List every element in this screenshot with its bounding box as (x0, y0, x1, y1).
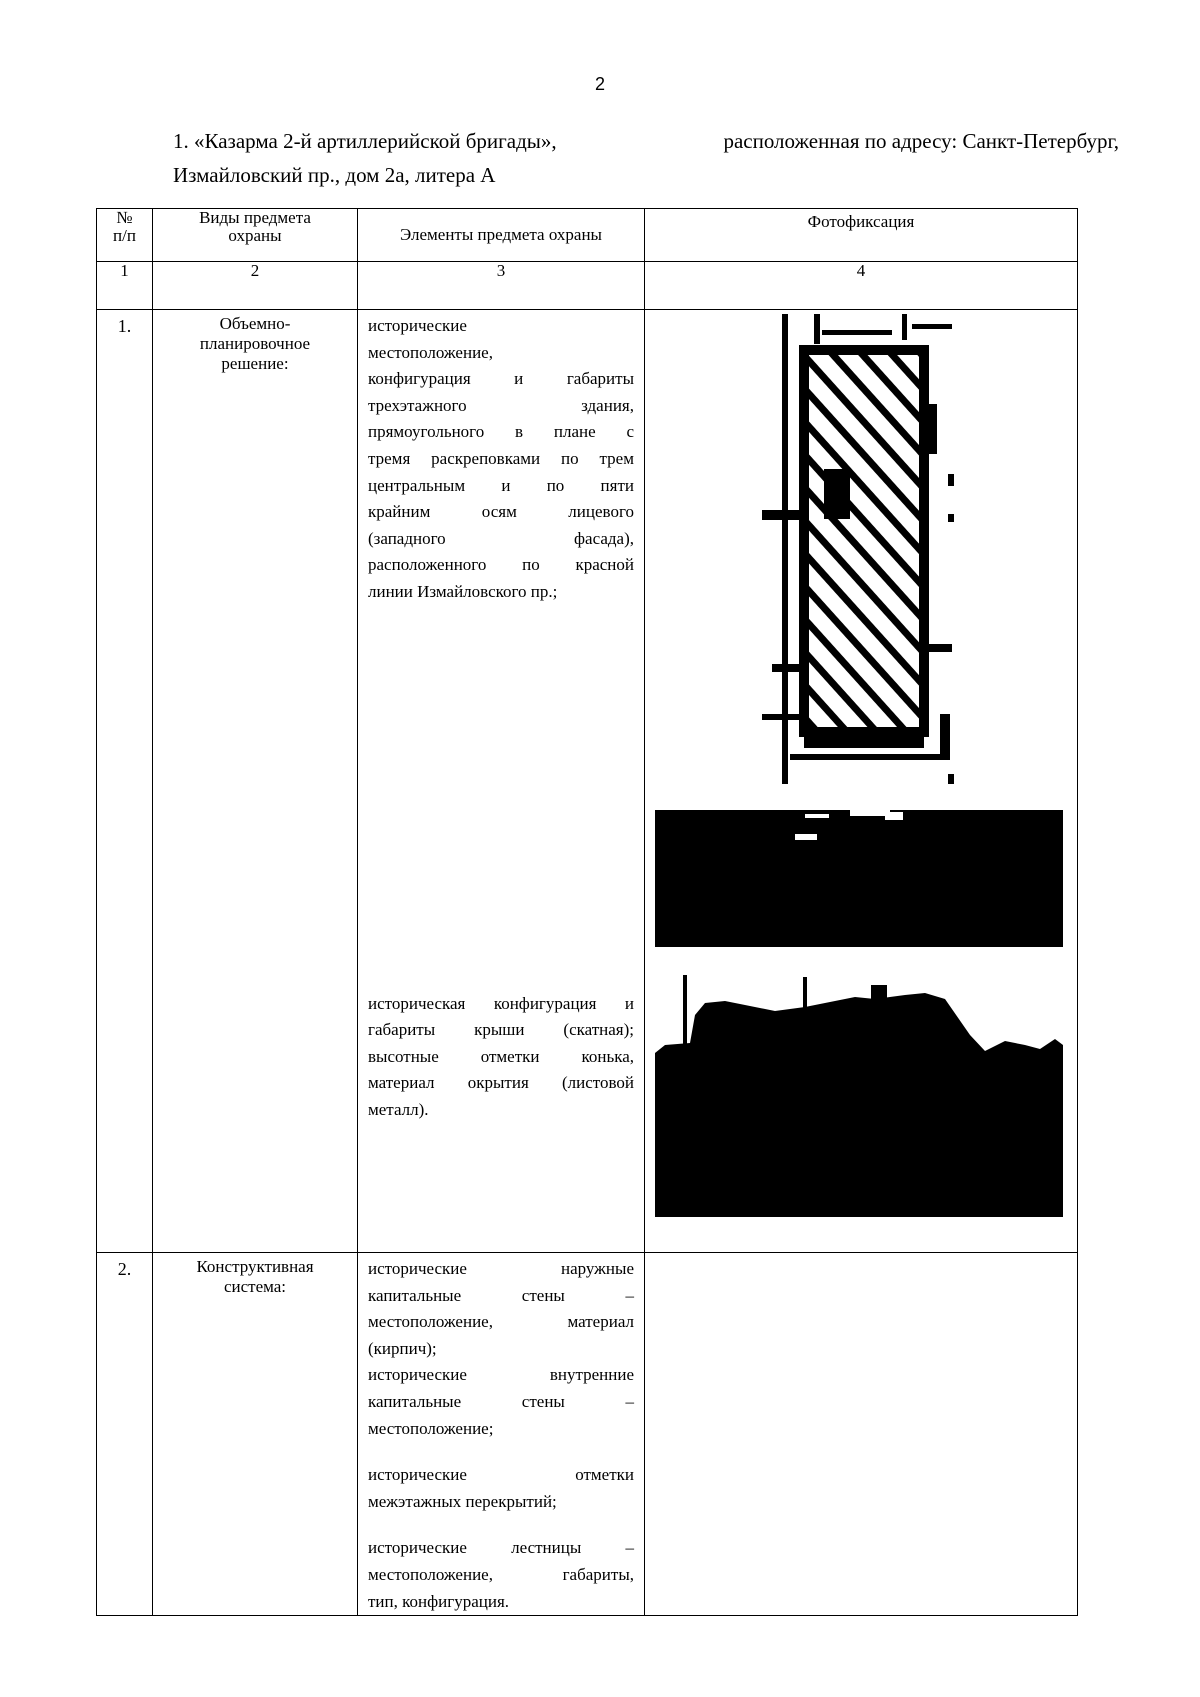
heading-address-line: Измайловский пр., дом 2а, литера А (173, 163, 496, 187)
header-number: № п/п (97, 209, 153, 262)
document-heading (173, 124, 1119, 192)
heading-address-part: расположенная по адресу: Санкт-Петербург, (723, 129, 1119, 153)
header-elements: Элементы предмета охраны (358, 209, 645, 262)
row-number: 2. (97, 1253, 153, 1616)
roof-photo (655, 975, 1063, 1217)
elements-block-roof: историческая конфигурация и габариты крыши (скатная); высотные отметки конька, материал окрытия (листовой металл). (368, 993, 634, 1119)
heading-object-name: 1. «Казарма 2-й артиллерийской бригады», (173, 129, 557, 153)
row-elements (358, 310, 645, 1253)
row-photos (645, 310, 1078, 1253)
header-photo: Фотофиксация (645, 209, 1078, 262)
table-row (97, 310, 1078, 1253)
col-number-1: 1 (97, 262, 153, 310)
header-kind: Виды предмета охраны (153, 209, 358, 262)
row-number: 1. (97, 310, 153, 1253)
table-row (97, 1253, 1078, 1616)
col-number-2: 2 (153, 262, 358, 310)
row-elements (358, 1253, 645, 1616)
protection-table (96, 208, 1078, 1616)
elements-block-inner-walls: исторические внутренние капитальные стены – местоположение; (368, 1365, 634, 1438)
page-number: 2 (594, 74, 605, 94)
row-kind: Объемно- планировочное решение: (153, 310, 358, 1253)
site-plan-image (762, 314, 957, 786)
elements-block-stairs: исторические лестницы – местоположение, габариты, тип, конфигурация. (368, 1538, 634, 1611)
facade-photo (655, 810, 1063, 947)
col-number-4: 4 (645, 262, 1078, 310)
col-number-3: 3 (358, 262, 645, 310)
elements-block-outer-walls: исторические наружные капитальные стены – местоположение, материал (кирпич); (368, 1259, 634, 1358)
table-header-row (97, 209, 1078, 262)
row-photos-empty (645, 1253, 1078, 1616)
elements-block-location: исторические местоположение, конфигурация и габариты трехэтажного здания, прямоугольного в плане с тремя раскреповками по трем центральным и по пяти крайним осям лицевого (западного фасада), расположенного по красной линии Измайловского пр.; (368, 316, 634, 601)
row-kind: Конструктивная система: (153, 1253, 358, 1616)
elements-block-floors: исторические отметки межэтажных перекрытий; (368, 1465, 634, 1511)
column-numbers-row (97, 262, 1078, 310)
